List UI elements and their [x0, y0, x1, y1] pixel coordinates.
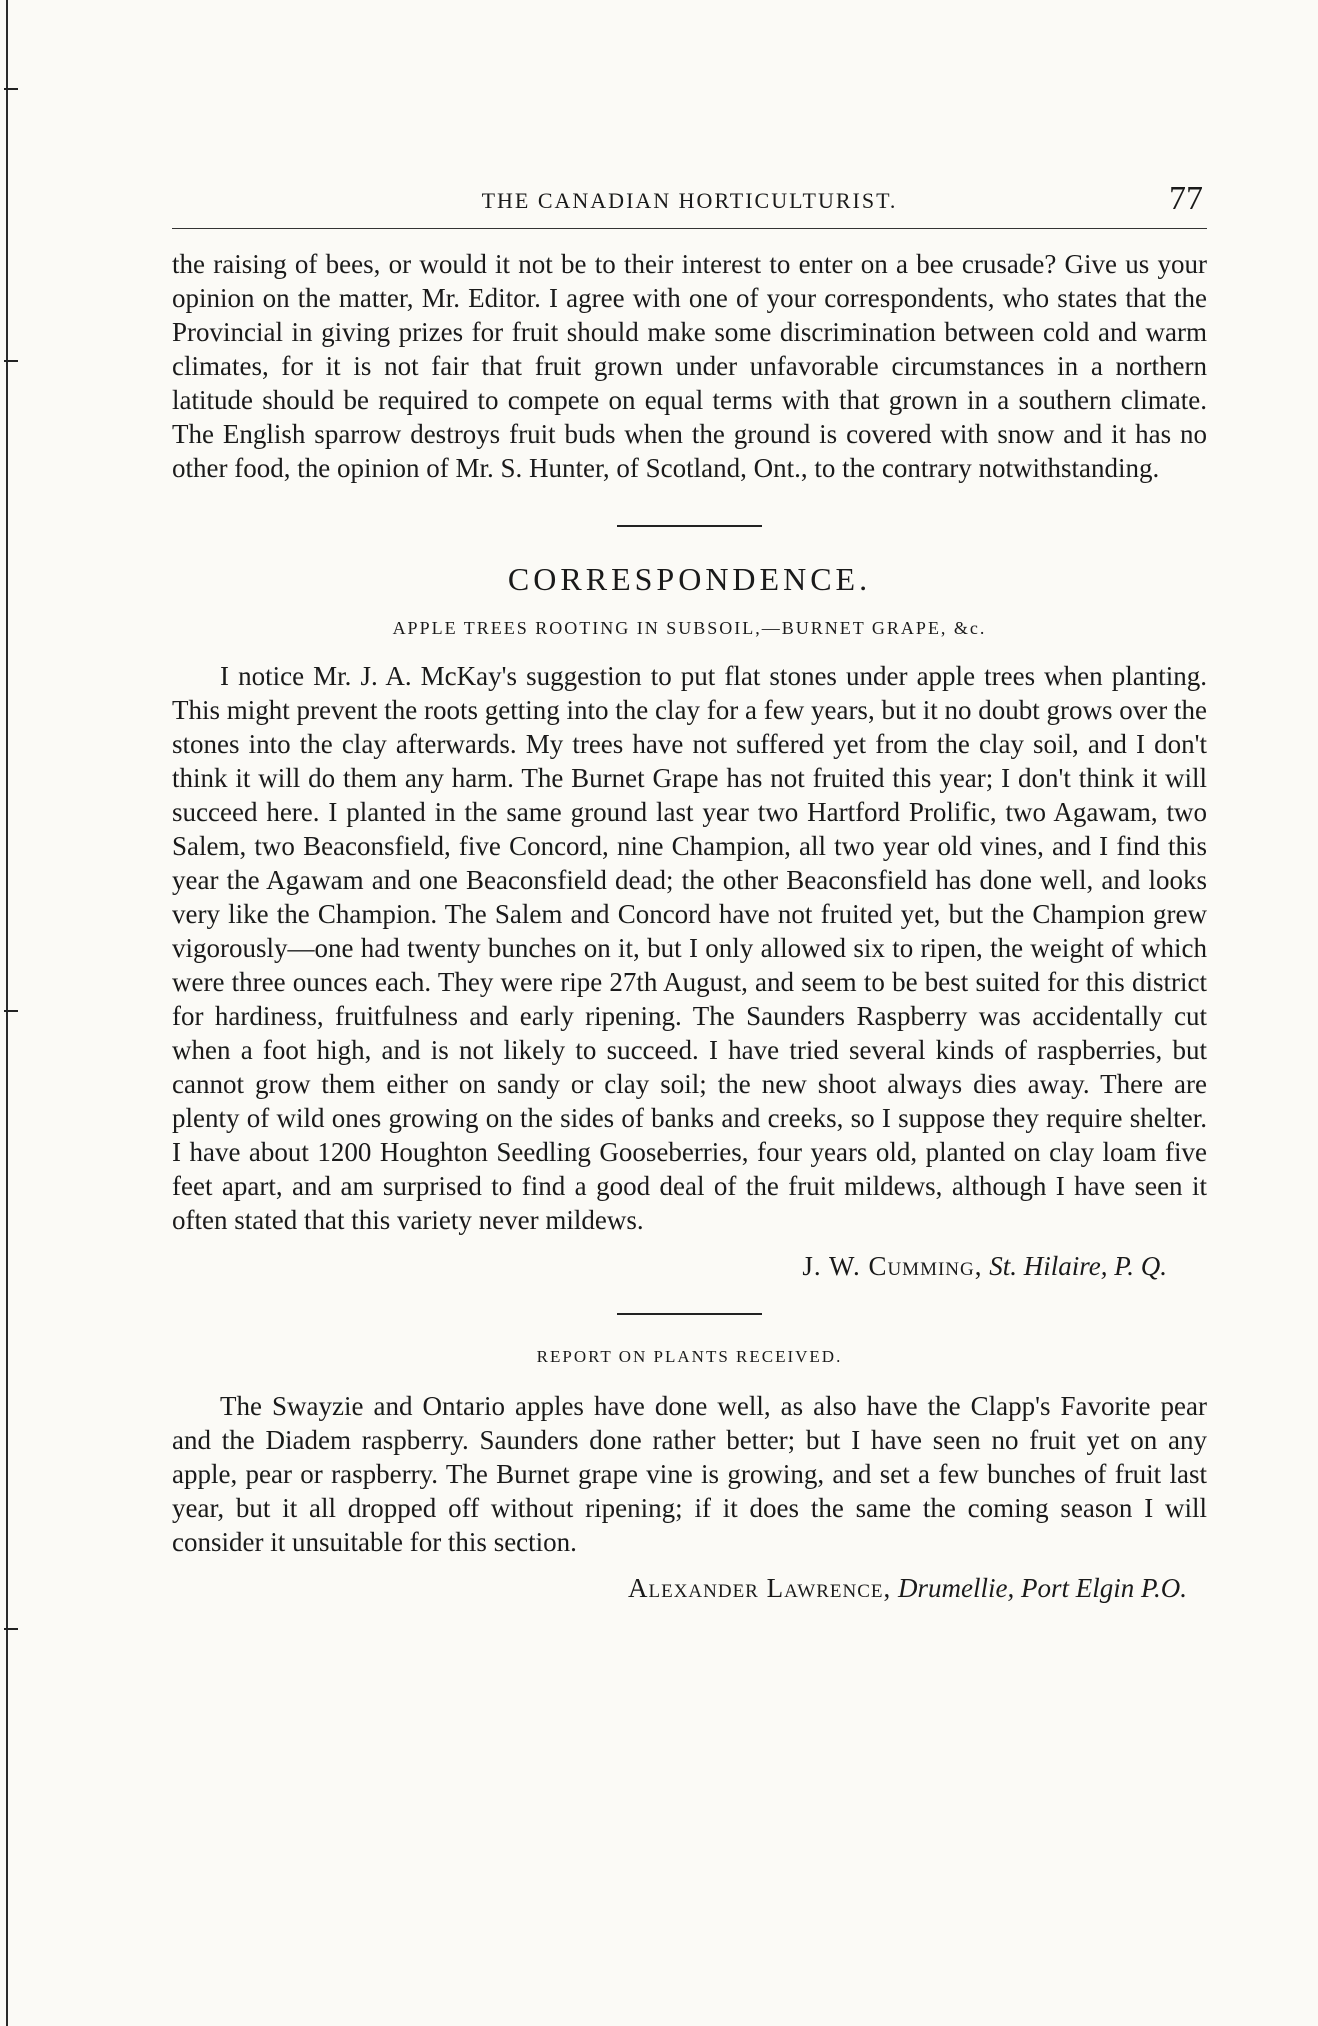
letter-subheading: APPLE TREES ROOTING IN SUBSOIL,—BURNET GRAPE, &c. — [392, 618, 987, 638]
running-header — [172, 180, 1207, 229]
section-divider — [617, 1313, 762, 1315]
report-body: The Swayzie and Ontario apples have done well, as also have the Clapp's Favorite pear and the Diadem raspberry. Saunders done rather better; but I have seen no fruit yet on any apple, pear or raspberry. The Burnet grape vine is growing, and set a few bunches of fruit last year, but it all dropped off without ripening; if it does the same the coming season I will consider it unsuitable for this section. — [172, 1391, 1207, 1557]
letter-body: I notice Mr. J. A. McKay's suggestion to put flat stones under apple trees when planting. This might prevent the roots getting into the clay for a few years, but it no doubt grows over the stones into the clay afterwards. My trees have not suffered yet from the clay soil, and I don't think it will do them any harm. The Burnet Grape has not fruited this year; I don't think it will succeed here. I planted in the same ground last year two Hartford Prolific, two Agawam, two Salem, two Beaconsfield, five Concord, nine Champion, all two year old vines, and I find this year the Agawam and one Beaconsfield dead; the other Beaconsfield has done well, and looks very like the Champion. The Salem and Concord have not fruited yet, but the Champion grew vigorously—one had twenty bunches on it, but I only allowed six to ripen, the weight of which were three ounces each. They were ripe 27th August, and seem to be best suited for this district for hardiness, fruitfulness and early ripening. The Saunders Raspberry was accidentally cut when a foot high, and is not likely to succeed. I have tried several kinds of raspberries, but cannot grow them either on sandy or clay soil; the new shoot always dies away. There are plenty of wild ones growing on the sides of banks and creeks, so I suppose they require shelter. I have about 1200 Houghton Seedling Gooseberries, four years old, planted on clay loam five feet apart, and am surprised to find a good deal of the fruit mildews, although I have seen it often stated that this variety never mildews. — [172, 661, 1207, 1235]
binding-mark — [4, 1010, 18, 1012]
continuation-paragraph: the raising of bees, or would it not be to their interest to enter on a bee crusade? Give us your opinion on the matter, Mr. Editor. I agree with one of your correspondents, who states that the Provincial in giving prizes for fruit should make some discrimination between cold and warm climates, for it is not fair that fruit grown under unfavorable circumstances in a northern latitude should be required to compete on equal terms with that grown in a southern climate. The English sparrow destroys fruit buds when the ground is covered with snow and it has no other food, the opinion of Mr. S. Hunter, of Scotland, Ont., to the contrary notwithstanding. — [172, 249, 1207, 483]
section-title: CORRESPONDENCE. — [507, 561, 872, 597]
binding-mark — [4, 360, 18, 362]
signature-name: J. W. Cumming, — [802, 1251, 983, 1281]
binding-mark — [4, 88, 18, 90]
report-signature — [172, 1571, 1207, 1605]
signature-place: Drumellie, Port Elgin P.O. — [898, 1573, 1187, 1603]
page-number: 77 — [1169, 180, 1203, 217]
report-subheading: REPORT ON PLANTS RECEIVED. — [536, 1347, 843, 1366]
letter-signature — [172, 1249, 1207, 1283]
page-binding-edge — [6, 0, 12, 2026]
section-divider — [617, 525, 762, 527]
binding-mark — [4, 1628, 18, 1630]
signature-name: Alexander Lawrence, — [627, 1573, 892, 1603]
page-content — [172, 180, 1207, 1605]
running-title: THE CANADIAN HORTICULTURIST. — [481, 188, 898, 213]
signature-place: St. Hilaire, P. Q. — [989, 1251, 1167, 1281]
